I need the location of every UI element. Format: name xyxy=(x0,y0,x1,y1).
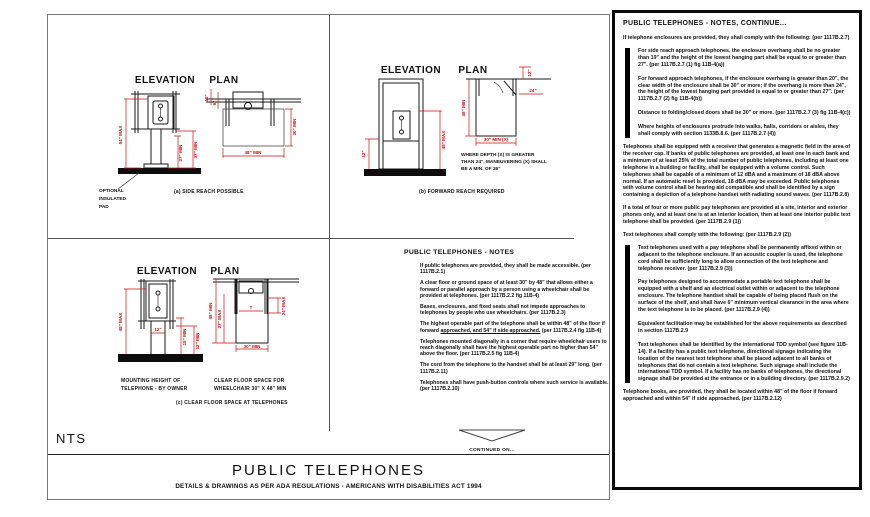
note-paragraph: The cord from the telephone to the handset shall be at least 29" long. (per 1117B.2.11) xyxy=(420,362,602,375)
note-paragraph: Pay telephones designed to accommodate a portable text telephone shall be equipped with a shelf and an electrical outlet within or adjacent to the telephone enclosure. The telephone handset shall be capable of being placed flush on the surface of the shelf, and shall have 6" minimum vertical clearance in the area where the text telephone is to be placed. (per 1117B.2.9 (4)) xyxy=(638,279,849,314)
booth-elevation-drawing xyxy=(364,79,446,176)
plan-label: PLAN xyxy=(210,266,240,277)
phone-plan-drawing xyxy=(206,92,301,146)
dim-48-max: 48" MAX xyxy=(441,130,446,150)
note-paragraph: Telephones shall be equipped with a receiver that generates a magnetic field in the area of the receiver cap. If banks of public telephones are provided, at least one in each bank and a minimum of at least 25% of the total number of public telephones, including at least one telephone in a building or facility, shall be equipped with a volume control. Such telephones shall be capable of a minimum of 12 dBA and a maximum of 18 dBA above normal. If an automatic reset is provided, 18 dBA may be exceeded. Public telephones with volume control shall be hearing aid compatible and shall be identified by a sign containing a depiction of a telephone handset with radiating sound waves. (per 1117B.2.8) xyxy=(623,143,851,199)
dim-37-min: 37" MIN xyxy=(193,141,198,159)
plan-label: PLAN xyxy=(458,65,488,76)
dim-12-top: 12" xyxy=(527,69,532,77)
note-paragraph: Telephone books, are provided, they shall be located within 48" of the floor if forward approached and within 54" if side approached. (per 1117B.2.12) xyxy=(623,389,838,403)
dim-27-max: 27" MAX xyxy=(217,309,222,329)
dim-24-max: 24" MAX xyxy=(281,296,286,316)
elevation-caption-line2: TELEPHONE - BY OWNER xyxy=(121,386,188,392)
elevation-label: ELEVATION xyxy=(136,266,198,277)
plan-label: PLAN xyxy=(209,75,239,86)
note-paragraph: Text telephones shall be identified by the international TDD symbol (see figure 11B-14). If a facility has a public text telephone, directional signage indicating the location of the nearest text telephone shall be placed adjacent to all banks of telephones that do not contain a text telephone. Such signage shall include the international TDD symbol. If a facility has no banks of telephones, the directional signage shall be provided at the entrance or in a building directory. (per 1117B.2.9.2) xyxy=(638,341,850,383)
note-underlined-text: approached, and 54" if side approached. xyxy=(440,327,541,334)
dim-27-min: 27" MIN xyxy=(178,144,183,162)
notes-title: PUBLIC TELEPHONES - NOTES xyxy=(404,249,515,256)
clear-floor-plan-dimensions xyxy=(208,279,286,352)
revision-bar-group xyxy=(625,48,851,138)
drawing-sheet xyxy=(47,14,610,500)
continued-on-label: CONTINUED ON... xyxy=(469,448,515,453)
revision-bar-group xyxy=(625,245,851,383)
figure-b-caption: (b) FORWARD REACH REQUIRED xyxy=(419,189,505,195)
phone-elevation-drawing xyxy=(118,91,201,174)
note-paragraph: Distance to folding/closed doors shall be 30" or more. (per 1117B.2.7 (3) fig 11B-4(c)) xyxy=(638,110,851,117)
dim-54-max: 54" MAX xyxy=(118,125,123,145)
dim-48-min: 48" MIN xyxy=(244,150,262,155)
figure-a-caption: (a) SIDE REACH POSSIBLE xyxy=(174,189,244,195)
note-paragraph: Where heights of enclosures protrude into walks, halls, corridors or aisles, they shall comply with section 1133B.8.6. (per 1117B.2.7 (4)) xyxy=(638,124,839,138)
figure-clear-floor-space xyxy=(96,251,331,451)
booth-elevation-dimensions xyxy=(361,111,446,169)
pad-note-line2: INSULATED xyxy=(99,197,127,202)
continuation-triangle-icon xyxy=(456,428,528,443)
dim-10: 10" xyxy=(204,94,209,102)
note-paragraph xyxy=(420,321,610,333)
dim-24: 24" xyxy=(529,88,537,93)
note-paragraph: If a total of four or more public pay telephones are provided at a site, interior and exterior phones only, and at least one is at an interior location, then at least one interior public text telephone shall be provided. (per 1117B.2.9 (1)) xyxy=(623,205,851,226)
quadrant-divider-horizontal xyxy=(48,238,574,239)
note-paragraph: For forward approach telephones, if the enclosure overhang is greater than 20", the clear width of the enclosure shall be 30" or more; if the overhang is more than 24", the height of the lowest hanging part provided is equal to or greater than 27". (per 1117B.2.7 (2) fig 11B-4(b)) xyxy=(638,75,849,103)
note-reference: (per 1117B.2.4 fig 11B-4) xyxy=(541,327,602,334)
maneuvering-note-line3: BE A MIN. OF 36" xyxy=(461,167,501,172)
dim-15-min: 15" MIN xyxy=(182,328,187,346)
pedestal-elevation-drawing xyxy=(118,279,203,362)
notes-block xyxy=(404,249,610,397)
elevation-dimensions xyxy=(118,99,198,168)
dim-48-max: 48" MAX xyxy=(118,312,123,332)
note-paragraph: For side reach approach telephones, the enclosure overhang shall be no greater than 19" and the height of the lowest hanging part shall be equal to or greater than 27". (per 1117B.2.7 (1) fig 11B-4(a)) xyxy=(638,47,846,68)
figure-c-caption: (c) CLEAR FLOOR SPACE AT TELEPHONES xyxy=(176,400,288,406)
dim-48-min: 48" MIN xyxy=(208,302,213,320)
elevation-label: ELEVATION xyxy=(134,75,196,86)
note-paragraph: Text telephones shall comply with the following: (per 1117B.2.9 (2)) xyxy=(623,231,791,238)
note-paragraph: If public telephones are provided, they shall be made accessible. (per 1117B.2.1) xyxy=(420,263,591,276)
note-text: The highest operable part of the telephone shall be within 48" of the floor if forward xyxy=(420,321,605,334)
dim-12-min: 12" MIN xyxy=(195,332,200,350)
note-paragraph: If telephone enclosures are provided, they shall comply with the following: (per 1117B.2.7) xyxy=(623,35,850,41)
dim-pedestal: 12" xyxy=(154,327,162,332)
dim-30-min: 30" MIN xyxy=(243,344,261,349)
maneuvering-note-line2: THAN 24", MANEUVERING (X) SHALL xyxy=(461,160,547,165)
pad-note-line3: PAD xyxy=(99,205,109,210)
note-paragraph: Bases, enclosures, and fixed seats shall not impede approaches to telephones by people who use wheelchairs. (per 1117B.2.3) xyxy=(420,304,586,317)
continuation-marker xyxy=(456,428,528,453)
dim-30-min: 30" MIN xyxy=(292,118,297,136)
dim-t: T xyxy=(249,305,253,310)
dim-12: 12" xyxy=(361,150,366,158)
plan-caption-line1: CLEAR FLOOR SPACE FOR xyxy=(214,378,285,384)
scale-label: NTS xyxy=(56,431,87,446)
dim-30-min-x: 30" MIN (X) xyxy=(483,137,509,142)
plan-caption-line2: WHEELCHAIR 30" X 48" MIN xyxy=(214,386,287,392)
note-paragraph: A clear floor or ground space of at least 30" by 48" that allows either a forward or parallel approach by a person using a wheelchair shall be provided at telephones. (per 1117B.2.2 fig 11B-4) xyxy=(420,280,593,299)
note-paragraph: Equivalent facilitation may be established for the above requirements as described in section 1117B.2.9 xyxy=(638,321,847,334)
figure-side-reach xyxy=(61,61,331,226)
notes-continued-panel xyxy=(612,10,862,490)
elevation-caption-line1: MOUNTING HEIGHT OF xyxy=(121,378,181,384)
note-paragraph: Text telephones used with a pay telephone shall be permanently affixed within or adjacent to the telephone enclosure. If an acoustic coupler is used, the telephone cord shall be sufficiently long to allow connection of the text telephone and telephone receiver. (per 1117B.2.9 (3)) xyxy=(638,244,843,272)
maneuvering-note-line1: WHERE DEPTH (X) IS GREATER xyxy=(461,153,535,158)
note-paragraph: Telephones shall have push-button controls where such service is available. (per 1117B.2.10) xyxy=(420,379,609,393)
note-paragraph: Telephones mounted diagonally in a corner that require wheelchair users to reach diagonally shall have the highest operable part no higher than 54" above the floor. (per 1117B.2.5 fig 11B-4) xyxy=(420,338,607,358)
booth-plan-drawing xyxy=(466,79,551,136)
pad-note-line1: OPTIONAL xyxy=(99,189,124,194)
figure-forward-reach xyxy=(361,51,591,211)
sheet-title: PUBLIC TELEPHONES xyxy=(232,462,425,479)
elevation-label: ELEVATION xyxy=(380,65,442,76)
notes-continued-title: PUBLIC TELEPHONES - NOTES, CONTINUE... xyxy=(623,20,787,27)
titleblock-divider xyxy=(48,454,609,455)
dim-6: 6" xyxy=(212,100,217,106)
sheet-subtitle: DETAILS & DRAWINGS AS PER ADA REGULATIONS - AMERICANS WITH DISABILITIES ACT 1994 xyxy=(175,483,482,490)
dim-48-min: 48" MIN xyxy=(461,99,466,117)
